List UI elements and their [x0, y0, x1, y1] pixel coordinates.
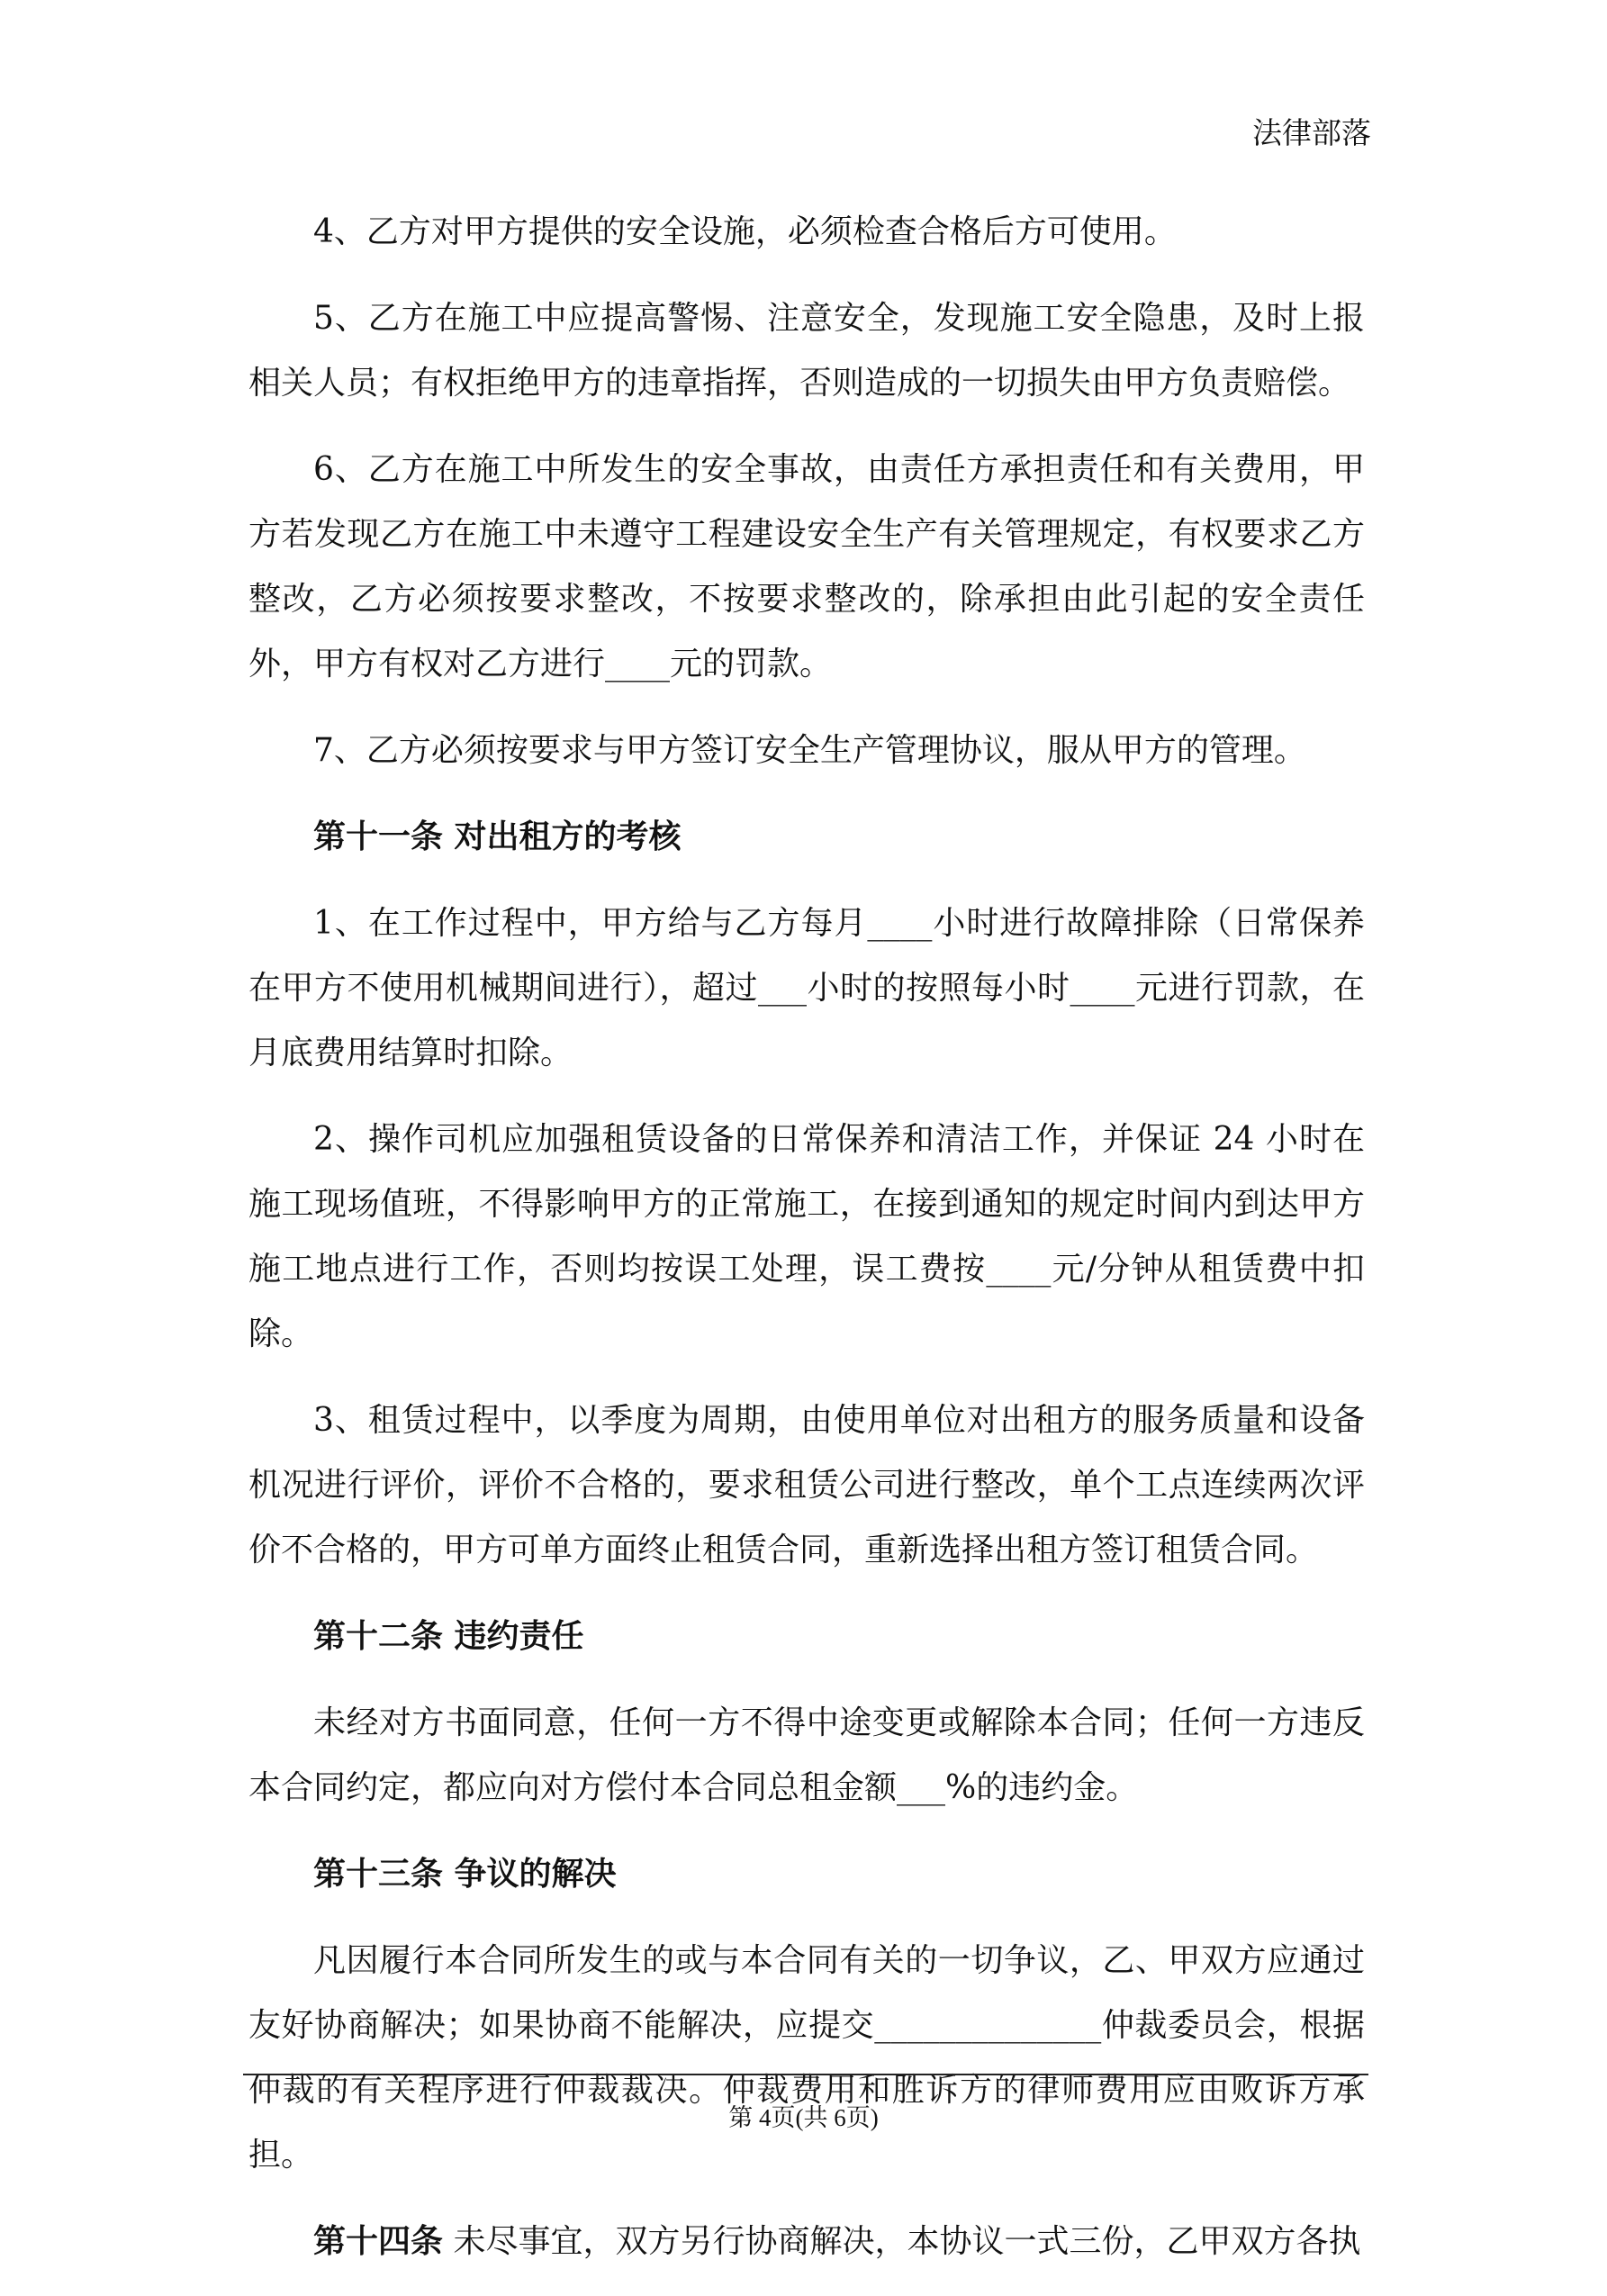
article-12-text: 未经对方书面同意，任何一方不得中途变更或解除本合同；任何一方违反本合同约定，都应向对方偿付本合同总租金额___%的违约金。 [248, 1704, 1365, 1806]
footer-divider [243, 2074, 1368, 2075]
article-14-heading: 第十四条 [313, 2223, 444, 2260]
article-11-item-1: 1、在工作过程中，甲方给与乙方每月____小时进行故障排除（日常保养在甲方不使用机械期间进行），超过___小时的按照每小时____元进行罚款，在月底费用结算时扣除。 [248, 905, 1365, 1071]
clause-item-7: 7、乙方必须按要求与甲方签订安全生产管理协议，服从甲方的管理。 [313, 732, 1306, 769]
article-14-text: 未尽事宜，双方另行协商解决，本协议一式三份，乙甲双方各执 [443, 2223, 1361, 2260]
page-number: 第 4页(共 6页) [728, 2104, 879, 2131]
header-brand: 法律部落 [1252, 115, 1371, 150]
article-11-heading: 第十一条 对出租方的考核 [313, 818, 682, 855]
article-13-text: 凡因履行本合同所发生的或与本合同有关的一切争议，乙、甲双方应通过友好协商解决；如果协商不能解决，应提交______________仲裁委员会，根据仲裁的有关程序进行仲裁裁决。仲裁费用和胜诉方的律师费用应由败诉方承担。 [248, 1942, 1365, 2174]
clause-item-6: 6、乙方在施工中所发生的安全事故，由责任方承担责任和有关费用，甲方若发现乙方在施工中未遵守工程建设安全生产有关管理规定，有权要求乙方整改，乙方必须按要求整改，不按要求整改的，除承担由此引起的安全责任外，甲方有权对乙方进行____元的罚款。 [248, 451, 1365, 682]
clause-item-5: 5、乙方在施工中应提高警惕、注意安全，发现施工安全隐患，及时上报相关人员；有权拒绝甲方的违章指挥，否则造成的一切损失由甲方负责赔偿。 [248, 300, 1365, 402]
article-11-item-3: 3、租赁过程中，以季度为周期，由使用单位对出租方的服务质量和设备机况进行评价，评价不合格的，要求租赁公司进行整改，单个工点连续两次评价不合格的，甲方可单方面终止租赁合同，重新选择出租方签订租赁合同。 [248, 1402, 1365, 1568]
article-13-heading: 第十三条 争议的解决 [313, 1856, 617, 1893]
article-12-heading: 第十二条 违约责任 [313, 1618, 584, 1655]
clause-item-4: 4、乙方对甲方提供的安全设施，必须检查合格后方可使用。 [313, 213, 1177, 250]
document-body [248, 200, 1365, 2296]
article-14-paragraph [248, 2210, 1365, 2274]
article-11-item-2: 2、操作司机应加强租赁设备的日常保养和清洁工作，并保证 24 小时在施工现场值班，不得影响甲方的正常施工，在接到通知的规定时间内到达甲方施工地点进行工作，否则均按误工处理，误工费按____元/分钟从租赁费中扣除。 [248, 1121, 1365, 1352]
